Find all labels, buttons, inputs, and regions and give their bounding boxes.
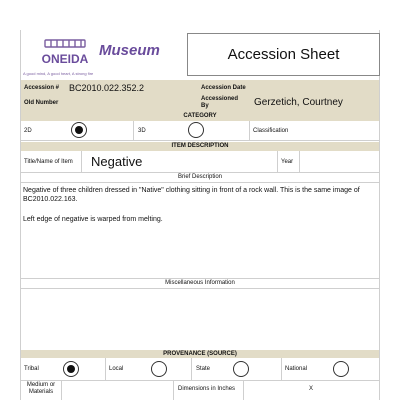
oneida-logo <box>21 30 187 78</box>
accession-number-label: Accession # <box>24 85 60 91</box>
divider <box>243 380 244 400</box>
item-description-heading: ITEM DESCRIPTION <box>21 142 379 151</box>
divider <box>173 380 174 400</box>
radio-selected-dot <box>75 126 83 134</box>
divider <box>299 151 300 172</box>
logo-text: ONEIDA <box>41 52 89 66</box>
oneida-emblem-icon <box>35 38 95 70</box>
classification-label: Classification <box>253 128 289 134</box>
provenance-tribal-label: Tribal <box>24 366 39 372</box>
accessioned-by-value[interactable]: Gerzetich, Courtney <box>254 97 343 108</box>
title-name-value[interactable]: Negative <box>91 154 143 169</box>
accession-sheet <box>20 30 380 400</box>
dimensions-label: Dimensions in Inches <box>178 386 236 392</box>
divider <box>21 172 379 173</box>
divider <box>191 358 192 380</box>
provenance-state-label: State <box>196 366 211 372</box>
category-3d-radio[interactable] <box>188 122 204 138</box>
accession-date-label: Accession Date <box>201 85 246 91</box>
sheet-title: Accession Sheet <box>187 33 380 76</box>
brief-description-label: Brief Description <box>177 174 222 180</box>
provenance-national-radio[interactable] <box>333 361 349 377</box>
year-label: Year <box>281 159 294 165</box>
logo-tagline: A good mind, A good heart, A strong fire <box>23 71 94 76</box>
divider <box>21 182 379 183</box>
accessioned-by-label: Accessioned By <box>201 96 239 109</box>
provenance-heading: PROVENANCE (SOURCE) <box>21 350 379 358</box>
category-heading: CATEGORY <box>21 112 379 121</box>
category-2d-radio[interactable] <box>71 122 87 138</box>
provenance-tribal-radio[interactable] <box>63 361 79 377</box>
divider <box>249 121 250 141</box>
divider <box>21 140 379 141</box>
museum-label: Museum <box>99 42 160 59</box>
divider <box>21 380 379 381</box>
divider <box>105 358 106 380</box>
accession-number-value[interactable]: BC2010.022.352.2 <box>69 83 145 93</box>
brief-description-text[interactable]: Negative of three children dressed in "Native" clothing sitting in front of a rock wall. This is the same image of BC2010.022.163. <box>23 187 360 203</box>
provenance-state-radio[interactable] <box>233 361 249 377</box>
medium-materials-label: Medium or Materials <box>26 382 56 395</box>
divider <box>133 121 134 141</box>
radio-selected-dot <box>67 365 75 373</box>
provenance-national-label: National <box>285 366 308 372</box>
category-3d-label: 3D <box>138 128 146 134</box>
misc-information-label: Miscellaneous Information <box>165 280 235 286</box>
provenance-local-radio[interactable] <box>151 361 167 377</box>
divider <box>81 151 82 172</box>
divider <box>61 380 62 400</box>
provenance-local-label: Local <box>109 366 124 372</box>
divider <box>21 278 379 279</box>
old-number-label: Old Number <box>24 100 59 106</box>
divider <box>281 358 282 380</box>
title-name-label: Title/Name of Item <box>24 159 73 165</box>
brief-description-note[interactable]: Left edge of negative is warped from melting. <box>23 216 163 223</box>
dimensions-separator: X <box>309 386 314 392</box>
divider <box>277 151 278 172</box>
category-2d-label: 2D <box>24 128 32 134</box>
divider <box>21 288 379 289</box>
